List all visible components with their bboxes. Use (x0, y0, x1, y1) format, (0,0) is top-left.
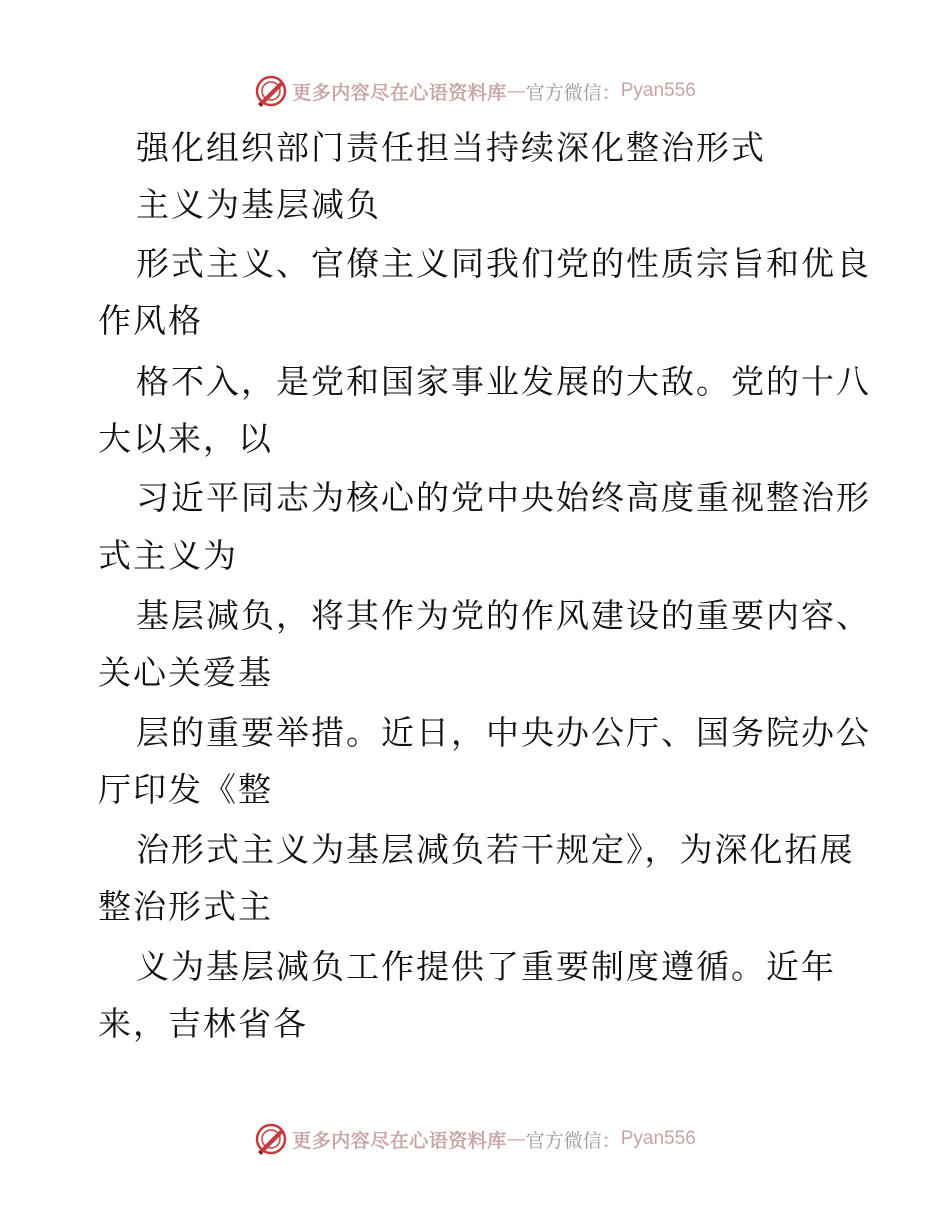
body-line: 式主义为 (98, 536, 238, 575)
banner-separator: — (506, 80, 526, 102)
body-line: 主义为基层减负 (136, 185, 381, 224)
footer-banner (0, 1119, 950, 1159)
body-line: 作风格 (98, 301, 203, 340)
body-line: 基层减负，将其作为党的作风建设的重要内容、 (136, 596, 871, 635)
pen-logo-icon (254, 1122, 288, 1156)
body-line: 厅印发《整 (98, 770, 273, 809)
body-line: 强化组织部门责任担当持续深化整治形式 (136, 128, 766, 167)
banner-main-text: 更多内容尽在心语资料库 (292, 1129, 507, 1152)
body-line: 关心关爱基 (98, 653, 273, 692)
body-line: 治形式主义为基层减负若干规定》，为深化拓展 (136, 830, 855, 869)
body-line: 层的重要举措。近日，中央办公厅、国务院办公 (136, 713, 871, 752)
body-line: 格不入，是党和国家事业发展的大敌。党的十八 (136, 362, 871, 401)
banner-wechat-id: Pyan556 (620, 80, 696, 101)
body-line: 习近平同志为核心的党中央始终高度重视整治形 (136, 478, 871, 517)
banner-wechat-label: 官方微信： (525, 81, 621, 104)
banner-wechat-id: Pyan556 (620, 1128, 696, 1149)
body-line: 义为基层减负工作提供了重要制度遵循。近年 (136, 947, 836, 986)
body-line: 大以来，以 (98, 419, 273, 458)
body-line: 形式主义、官僚主义同我们党的性质宗旨和优良 (136, 244, 871, 283)
banner-wechat-label: 官方微信： (525, 1129, 621, 1152)
body-line: 来，吉林省各 (98, 1004, 308, 1043)
banner-separator: — (506, 1128, 526, 1150)
body-line: 整治形式主 (98, 887, 273, 926)
banner-main-text: 更多内容尽在心语资料库 (292, 81, 507, 104)
